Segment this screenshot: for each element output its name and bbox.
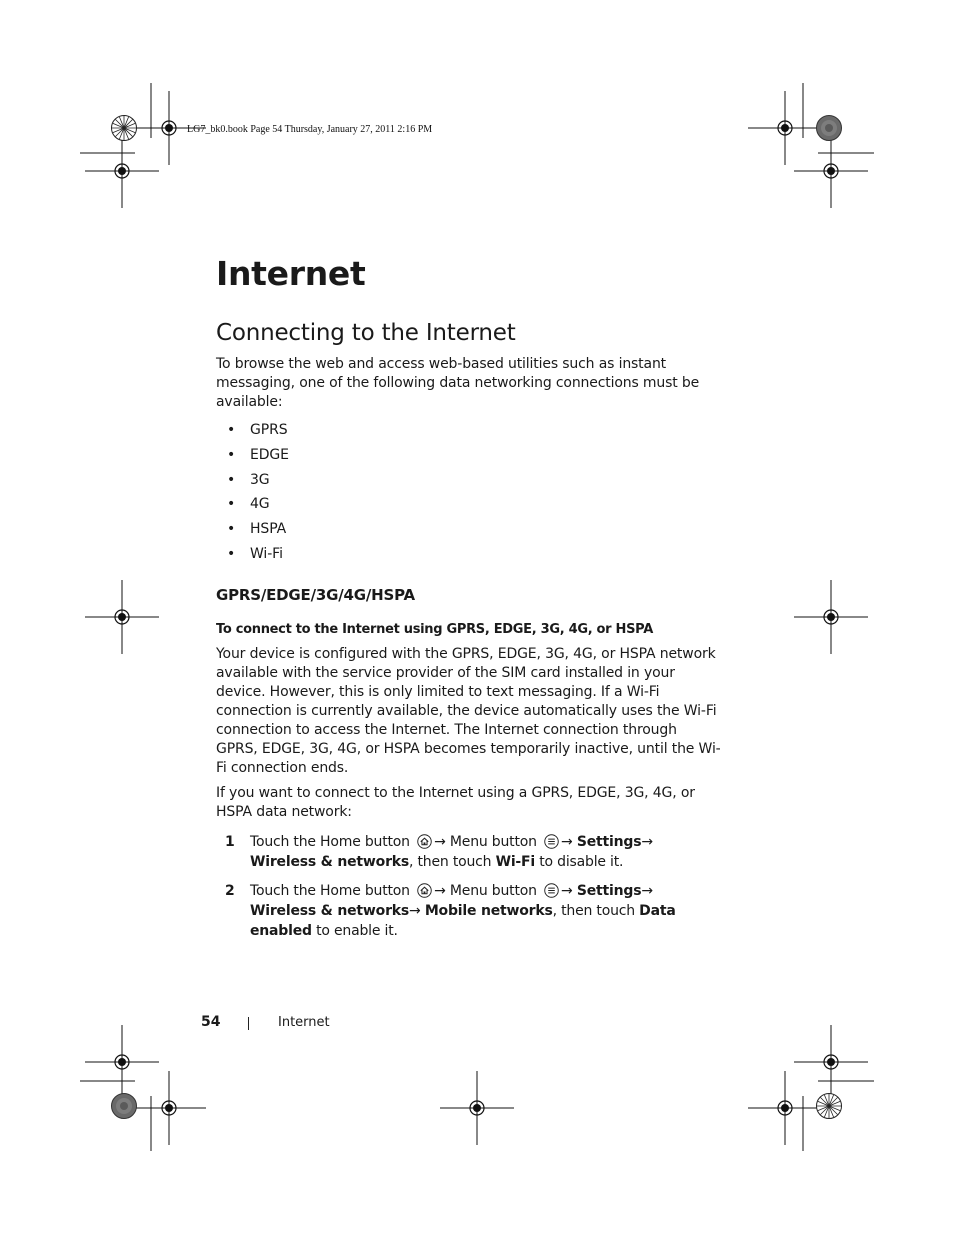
list-item: • EDGE — [216, 443, 721, 468]
footer-divider — [248, 1017, 249, 1030]
chapter-title: Internet — [216, 254, 366, 293]
home-icon — [417, 883, 432, 898]
step-number: 2 — [225, 882, 235, 899]
list-item: • HSPA — [216, 517, 721, 542]
list-item: • Wi-Fi — [216, 542, 721, 567]
list-item: • GPRS — [216, 418, 721, 443]
step-1: 1 Touch the Home button → Menu button → Settings→ Wireless & networks, then touch Wi-Fi to disable it. — [225, 833, 653, 870]
list-item: • 4G — [216, 492, 721, 517]
bullet: • — [227, 496, 236, 513]
bullet: • — [227, 422, 236, 438]
body-paragraph: If you want to connect to the Internet using a GPRS, EDGE, 3G, 4G, or HSPA data network: — [216, 784, 695, 820]
steps-list — [216, 832, 721, 941]
bullet: • — [227, 471, 236, 488]
home-icon — [417, 834, 432, 849]
menu-icon — [544, 834, 559, 849]
page-number: 54 — [201, 1014, 221, 1030]
step-2: 2 Touch the Home button → Menu button → Settings→ Wireless & networks→ Mobile networks, then touch Data enabled to enable it. — [225, 882, 676, 939]
page-content — [216, 248, 721, 950]
body-paragraph: Your device is configured with the GPRS, EDGE, 3G, 4G, or HSPA network available with the service provider of the SIM card installed in your device. However, this is only limited to text messaging. If a Wi-Fi connection is currently available, the device automatically uses the Wi-Fi connection to access the Internet. The Internet connection through GPRS, EDGE, 3G, 4G, or HSPA becomes temporarily inactive, until the Wi-Fi connection ends. — [216, 645, 721, 776]
list-item: • 3G — [216, 468, 721, 493]
print-slug: LG7_bk0.book Page 54 Thursday, January 27, 2011 2:16 PM — [187, 124, 433, 135]
connection-list — [216, 418, 721, 567]
step-number: 1 — [225, 833, 235, 850]
bullet: • — [227, 545, 236, 562]
procedure-title: To connect to the Internet using GPRS, EDGE, 3G, 4G, or HSPA — [216, 621, 653, 637]
subsection-title: GPRS/EDGE/3G/4G/HSPA — [216, 585, 415, 604]
intro-paragraph: To browse the web and access web-based utilities such as instant messaging, one of the following data networking connections must be available: — [216, 356, 700, 410]
bullet: • — [227, 446, 236, 463]
section-title: Connecting to the Internet — [216, 320, 516, 346]
running-head: Internet — [278, 1015, 330, 1030]
bullet: • — [227, 521, 236, 538]
menu-icon — [544, 883, 559, 898]
